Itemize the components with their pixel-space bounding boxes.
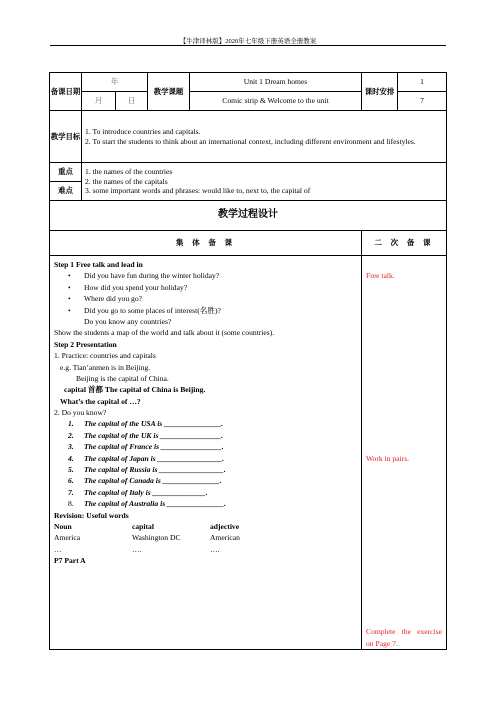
second-prep-content: [362, 256, 447, 650]
practice-line: 1. Practice: countries and capitals: [54, 351, 156, 361]
note-free-talk: Free talk.: [366, 271, 395, 281]
quiz-item: 3. The capital of France is ________________.: [68, 442, 224, 452]
date-label: 备课日期: [50, 73, 82, 111]
list-item: • Did you go to some places of interest(名胜)?: [68, 305, 221, 315]
year-cell: 年: [82, 73, 148, 92]
period-value: 7: [398, 92, 447, 111]
capital-line: capital 首都 The capital of China is Beijing.: [64, 385, 206, 395]
goals-content: [82, 111, 447, 163]
collective-prep-header: 集 体 备 课: [50, 231, 362, 256]
process-title: 教学过程设计: [50, 201, 447, 231]
list-item: • How did you spend your holiday?: [68, 282, 188, 292]
words-row: America Washington DC American: [54, 533, 240, 543]
header-rule: [50, 45, 446, 46]
quiz-item: 7. The capital of Italy is ______________.: [68, 487, 208, 497]
bullet-icon: •: [68, 271, 71, 281]
list-item: • Where did you go?: [68, 294, 142, 304]
list-item: • Did you have fun during the winter holiday?: [68, 271, 220, 281]
key-points-content: [82, 163, 447, 201]
note-complete: Complete the exercise on Page 7.: [366, 627, 442, 648]
part-a-heading: P7 Part A: [54, 556, 86, 566]
quiz-item: 4. The capital of Japan is _________________.: [68, 453, 225, 463]
unit-title: Unit 1 Dream homes: [190, 73, 362, 92]
example-line: Beijing is the capital of China.: [76, 373, 169, 383]
question-line: What’s the capital of …?: [60, 396, 141, 406]
key-item: 3. some important words and phrases: would like to, next to, the capital of: [85, 186, 311, 196]
example-line: e.g. Tian’anmen is in Beijing.: [60, 362, 151, 372]
quiz-item: 8. The capital of Australia is _______________.: [68, 499, 226, 509]
key-points-label: 重点: [50, 163, 82, 182]
month-cell: 月: [82, 92, 116, 111]
map-instruction: Show the students a map of the world and talk about it (some countries).: [54, 328, 275, 338]
bullet-icon: •: [68, 282, 71, 292]
collective-prep-content: [50, 256, 362, 650]
page-header: 【牛津译林版】2020年七年级下册英语全册教案: [179, 38, 317, 45]
key-item: 1. the names of the countries: [85, 167, 173, 177]
goal-item: 2. To start the students to think about an international context, including different environment and lifestyles.: [85, 136, 416, 146]
lesson-plan-table: [49, 72, 447, 650]
revision-heading: Revision: Useful words: [54, 510, 129, 520]
bullet-icon: •: [68, 294, 71, 304]
words-header-row: Noun capital adjective: [54, 522, 240, 531]
do-you-know: 2. Do you know?: [54, 408, 107, 418]
quiz-item: 6. The capital of Canada is _______________.: [68, 476, 222, 486]
period-number: 1: [398, 73, 447, 92]
words-ellipsis-row: … …. ….: [54, 544, 220, 554]
bullet-icon: •: [68, 305, 71, 315]
goals-label: 教学目标: [50, 111, 82, 163]
quiz-item: 1. The capital of the USA is _______________.: [68, 419, 224, 429]
key-item: 2. the names of the capitals: [85, 176, 168, 186]
note-pairs: Work in pairs.: [366, 453, 410, 463]
day-cell: 日: [116, 92, 148, 111]
second-prep-header: 二 次 备 课: [362, 231, 447, 256]
lesson-title: Comic strip & Welcome to the unit: [190, 92, 362, 111]
quiz-item: 5. The capital of Russia is _________________.: [68, 465, 226, 475]
step2-heading: Step 2 Presentation: [54, 339, 117, 349]
goal-item: 1. To introduce countries and capitals.: [85, 127, 201, 137]
difficulties-label: 难点: [50, 182, 82, 201]
period-label: 课时安排: [362, 73, 398, 111]
quiz-item: 2. The capital of the UK is ________________.: [68, 430, 224, 440]
topic-label: 教学课题: [148, 73, 190, 111]
step1-heading: Step 1 Free talk and lead in: [54, 260, 143, 269]
bullet-continuation: Do you know any countries?: [84, 316, 172, 326]
